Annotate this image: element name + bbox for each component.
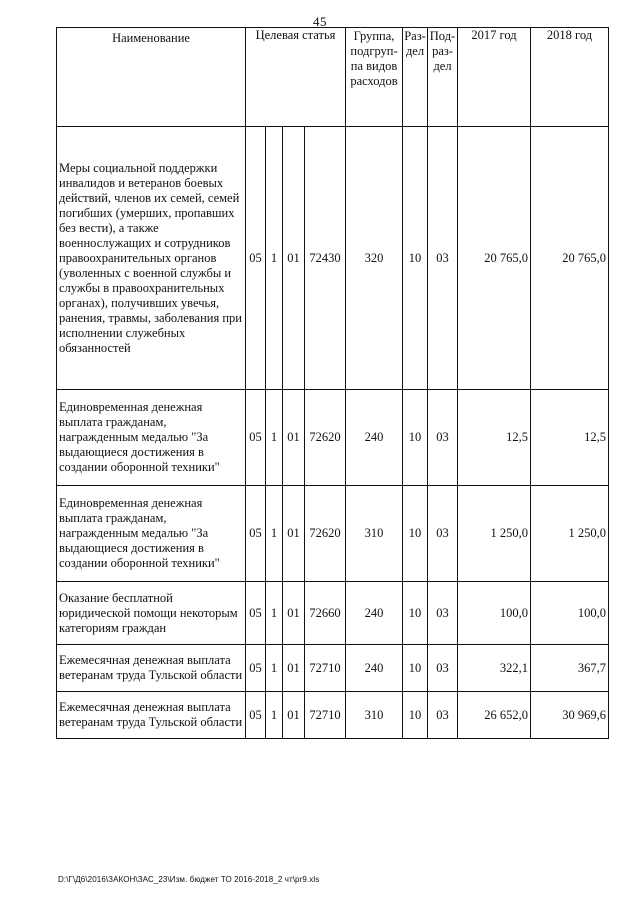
table-row (57, 127, 609, 390)
row-subprogram-code: 1 (266, 390, 283, 486)
row-direction-code: 72620 (305, 390, 346, 486)
row-expense-group: 240 (346, 582, 403, 645)
row-subprogram-code: 1 (266, 486, 283, 582)
header-expense-group: Группа, подгруп- па видов расходов (346, 28, 403, 127)
row-amount-2018: 30 969,6 (531, 692, 609, 739)
row-subprogram-code: 1 (266, 645, 283, 692)
row-subsection: 03 (428, 127, 458, 390)
row-amount-2018: 20 765,0 (531, 127, 609, 390)
row-name: Ежемесячная денежная выплата ветеранам труда Тульской области (57, 645, 246, 692)
row-name: Единовременная денежная выплата гражданам, награжденным медалью "За выдающиеся достижения в создании оборонной техники" (57, 390, 246, 486)
header-target-article: Целевая статья (246, 28, 346, 127)
header-name: Наименование (57, 28, 246, 127)
row-section: 10 (403, 692, 428, 739)
row-amount-2017: 1 250,0 (458, 486, 531, 582)
row-subsection: 03 (428, 486, 458, 582)
row-program-code: 05 (246, 582, 266, 645)
table-row (57, 486, 609, 582)
row-program-code: 05 (246, 692, 266, 739)
row-expense-group: 310 (346, 486, 403, 582)
row-name: Ежемесячная денежная выплата ветеранам труда Тульской области (57, 692, 246, 739)
row-expense-group: 310 (346, 692, 403, 739)
row-amount-2017: 100,0 (458, 582, 531, 645)
row-main-event-code: 01 (283, 645, 305, 692)
row-amount-2017: 26 652,0 (458, 692, 531, 739)
row-section: 10 (403, 645, 428, 692)
page-number: 45 (313, 14, 327, 29)
row-amount-2017: 322,1 (458, 645, 531, 692)
budget-table (56, 27, 609, 739)
row-direction-code: 72430 (305, 127, 346, 390)
row-subprogram-code: 1 (266, 582, 283, 645)
header-year-2017: 2017 год (458, 28, 531, 127)
table-row (57, 582, 609, 645)
row-amount-2018: 100,0 (531, 582, 609, 645)
table-header-row (57, 28, 609, 127)
row-name: Меры социальной поддержки инвалидов и ветеранов боевых действий, членов их семей, семей погибших (умерших, пропавших без вести), а также военнослужащих и сотрудников правоохранительных органов (уволенных с военной службы и службы в правоохранительных органах), получивших увечья, ранения, травмы, заболевания при исполнении служебных обязанностей (57, 127, 246, 390)
row-subprogram-code: 1 (266, 127, 283, 390)
table-row (57, 390, 609, 486)
row-amount-2017: 12,5 (458, 390, 531, 486)
row-direction-code: 72710 (305, 645, 346, 692)
row-main-event-code: 01 (283, 127, 305, 390)
row-subsection: 03 (428, 692, 458, 739)
row-main-event-code: 01 (283, 582, 305, 645)
row-program-code: 05 (246, 645, 266, 692)
row-expense-group: 240 (346, 645, 403, 692)
header-year-2018: 2018 год (531, 28, 609, 127)
row-subsection: 03 (428, 390, 458, 486)
row-amount-2018: 12,5 (531, 390, 609, 486)
table-row (57, 645, 609, 692)
row-main-event-code: 01 (283, 390, 305, 486)
footer-file-path: D:\Г\Д6\2016\ЗАКОН\ЗАС_23\Изм. бюджет ТО 2016-2018_2 чт\pr9.xls (58, 875, 320, 884)
row-expense-group: 320 (346, 127, 403, 390)
row-direction-code: 72660 (305, 582, 346, 645)
row-direction-code: 72710 (305, 692, 346, 739)
row-name: Оказание бесплатной юридической помощи некоторым категориям граждан (57, 582, 246, 645)
row-program-code: 05 (246, 127, 266, 390)
row-program-code: 05 (246, 486, 266, 582)
row-direction-code: 72620 (305, 486, 346, 582)
row-amount-2018: 367,7 (531, 645, 609, 692)
row-section: 10 (403, 582, 428, 645)
row-program-code: 05 (246, 390, 266, 486)
row-expense-group: 240 (346, 390, 403, 486)
row-main-event-code: 01 (283, 486, 305, 582)
header-subsection: Под- раз- дел (428, 28, 458, 127)
row-name: Единовременная денежная выплата гражданам, награжденным медалью "За выдающиеся достижения в создании оборонной техники" (57, 486, 246, 582)
row-section: 10 (403, 486, 428, 582)
row-subprogram-code: 1 (266, 692, 283, 739)
row-main-event-code: 01 (283, 692, 305, 739)
row-amount-2018: 1 250,0 (531, 486, 609, 582)
row-subsection: 03 (428, 645, 458, 692)
row-amount-2017: 20 765,0 (458, 127, 531, 390)
row-section: 10 (403, 127, 428, 390)
table-row (57, 692, 609, 739)
header-section: Раз- дел (403, 28, 428, 127)
row-section: 10 (403, 390, 428, 486)
row-subsection: 03 (428, 582, 458, 645)
